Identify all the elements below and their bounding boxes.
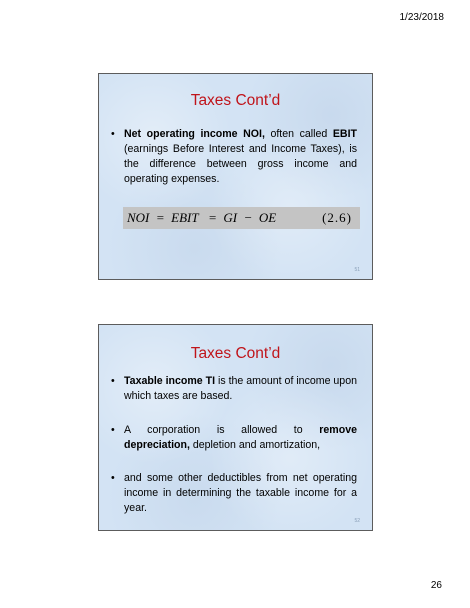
slide-2-bullet-2 <box>111 423 357 453</box>
equation-box <box>123 207 360 229</box>
slide-1 <box>98 73 373 280</box>
equation-number: (2.6) <box>322 210 352 225</box>
bullet-text-bold: remove depreciation, <box>124 424 357 451</box>
bullet-dot-icon: • <box>111 472 115 484</box>
slide-2-number: 52 <box>354 518 360 524</box>
slide-2-title: Taxes Cont’d <box>190 345 281 362</box>
bullet-text: and some other deductibles from net operating income in determining the taxable income for a year. <box>124 472 357 514</box>
equation-expression: NOI = EBIT = GI − OE <box>127 210 277 225</box>
slide-2-bullet-3 <box>111 471 357 516</box>
page-number: 26 <box>430 580 442 591</box>
slide-2-bullet-1 <box>111 374 357 404</box>
page-date: 1/23/2018 <box>399 12 444 23</box>
bullet-dot-icon: • <box>111 375 115 387</box>
bullet-text: (earnings Before Interest and Income Taxes), is the difference between gross income and operating expenses. <box>124 143 357 185</box>
slide-2 <box>98 324 373 531</box>
bullet-text: often called <box>264 128 333 140</box>
bullet-text: depletion and amortization, <box>189 439 321 451</box>
bullet-dot-icon: • <box>111 128 115 140</box>
bullet-text-bold: Taxable income TI <box>124 375 216 387</box>
bullet-text-bold: Net operating income NOI, <box>124 128 265 140</box>
slide-1-number: 51 <box>354 267 360 273</box>
slide-1-title: Taxes Cont’d <box>190 92 281 109</box>
bullet-dot-icon: • <box>111 424 115 436</box>
bullet-text: A corporation is allowed to <box>124 424 320 436</box>
bullet-text-bold: EBIT <box>332 128 357 140</box>
slide-1-bullet-1 <box>111 127 357 187</box>
bullet-text: is the amount of income upon which taxes are based. <box>124 375 357 402</box>
